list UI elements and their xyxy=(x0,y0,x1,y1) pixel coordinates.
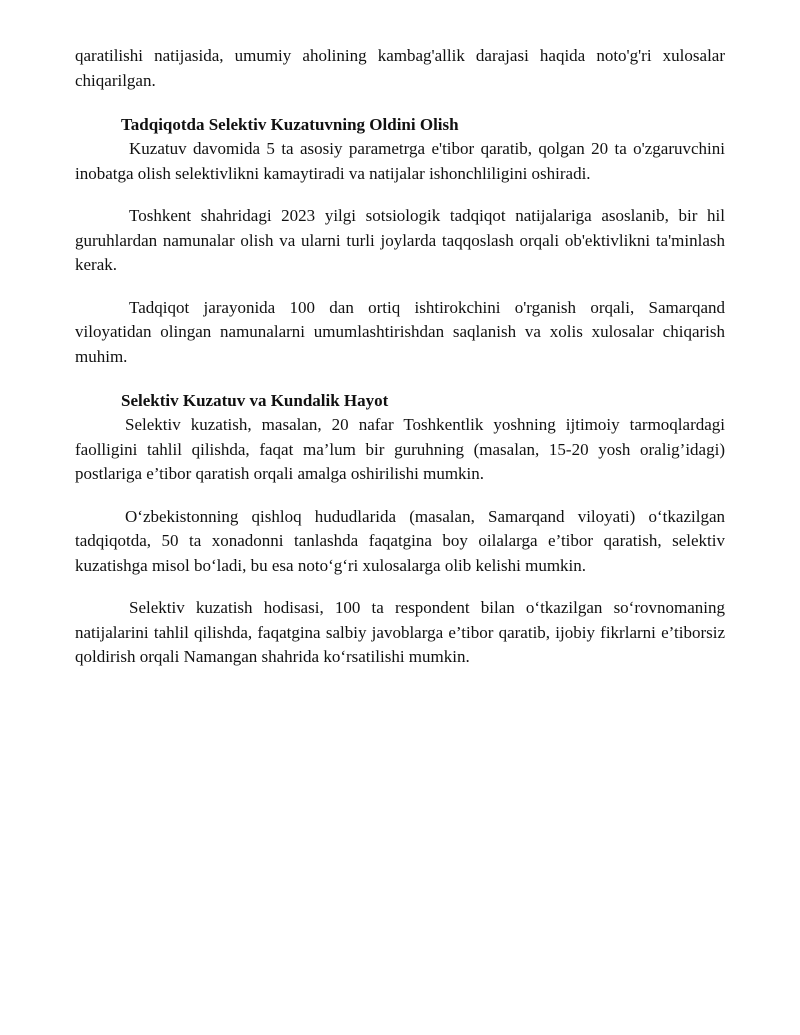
paragraph-parameters: Kuzatuv davomida 5 ta asosiy parametrga e'tibor qaratib, qolgan 20 ta o'zgaruvchini inobatga olish selektivlikni kamaytiradi va natijalar ishonchliligini oshiradi. xyxy=(75,139,725,183)
document-page xyxy=(75,44,725,670)
intro-paragraph-tail: qaratilishi natijasida, umumiy aholining kambag'allik darajasi haqida noto'g'ri xulosalar chiqarilgan. xyxy=(75,46,725,90)
paragraph-samarkand-sample: Tadqiqot jarayonida 100 dan ortiq ishtirokchini o'rganish orqali, Samarqand viloyatidan olingan namunalarni umumlashtirishdan saqlanish va xolis xulosalar chiqarish muhim. xyxy=(75,297,725,366)
section-heading-prevention: Tadqiqotda Selektiv Kuzatuvning Oldini Olish xyxy=(121,115,459,134)
paragraph-survey-namangan: Selektiv kuzatish hodisasi, 100 ta respondent bilan o‘tkazilgan so‘rovnomaning natijalarini tahlil qilishda, faqatgina salbiy javoblarga e’tibor qaratib, ijobiy fikrlarni e’tiborsiz qoldirish orqali Namangan shahrida ko‘rsatilishi mumkin. xyxy=(75,598,725,666)
paragraph-tashkent-study: Toshkent shahridagi 2023 yilgi sotsiologik tadqiqot natijalariga asoslanib, bir hil guruhlardan namunalar olish va ularni turli joylarda taqqoslash orqali ob'ektivlikni ta'minlash kerak. xyxy=(75,206,725,274)
section-heading-daily-life: Selektiv Kuzatuv va Kundalik Hayot xyxy=(121,391,389,410)
paragraph-social-media: Selektiv kuzatish, masalan, 20 nafar Toshkentlik yoshning ijtimoiy tarmoqlardagi faolligini tahlil qilishda, faqat ma’lum bir guruhning (masalan, 15-20 yosh oralig’idagi) postlariga e’tibor qaratish orqali amalga oshirilishi mumkin. xyxy=(75,415,725,483)
paragraph-rural-households: O‘zbekistonning qishloq hududlarida (masalan, Samarqand viloyati) o‘tkazilgan tadqiqotda, 50 ta xonadonni tanlashda faqatgina boy oilalarga e’tibor qaratish, selektiv kuzatishga misol bo‘ladi, bu esa noto‘g‘ri xulosalarga olib kelishi mumkin. xyxy=(75,506,725,575)
